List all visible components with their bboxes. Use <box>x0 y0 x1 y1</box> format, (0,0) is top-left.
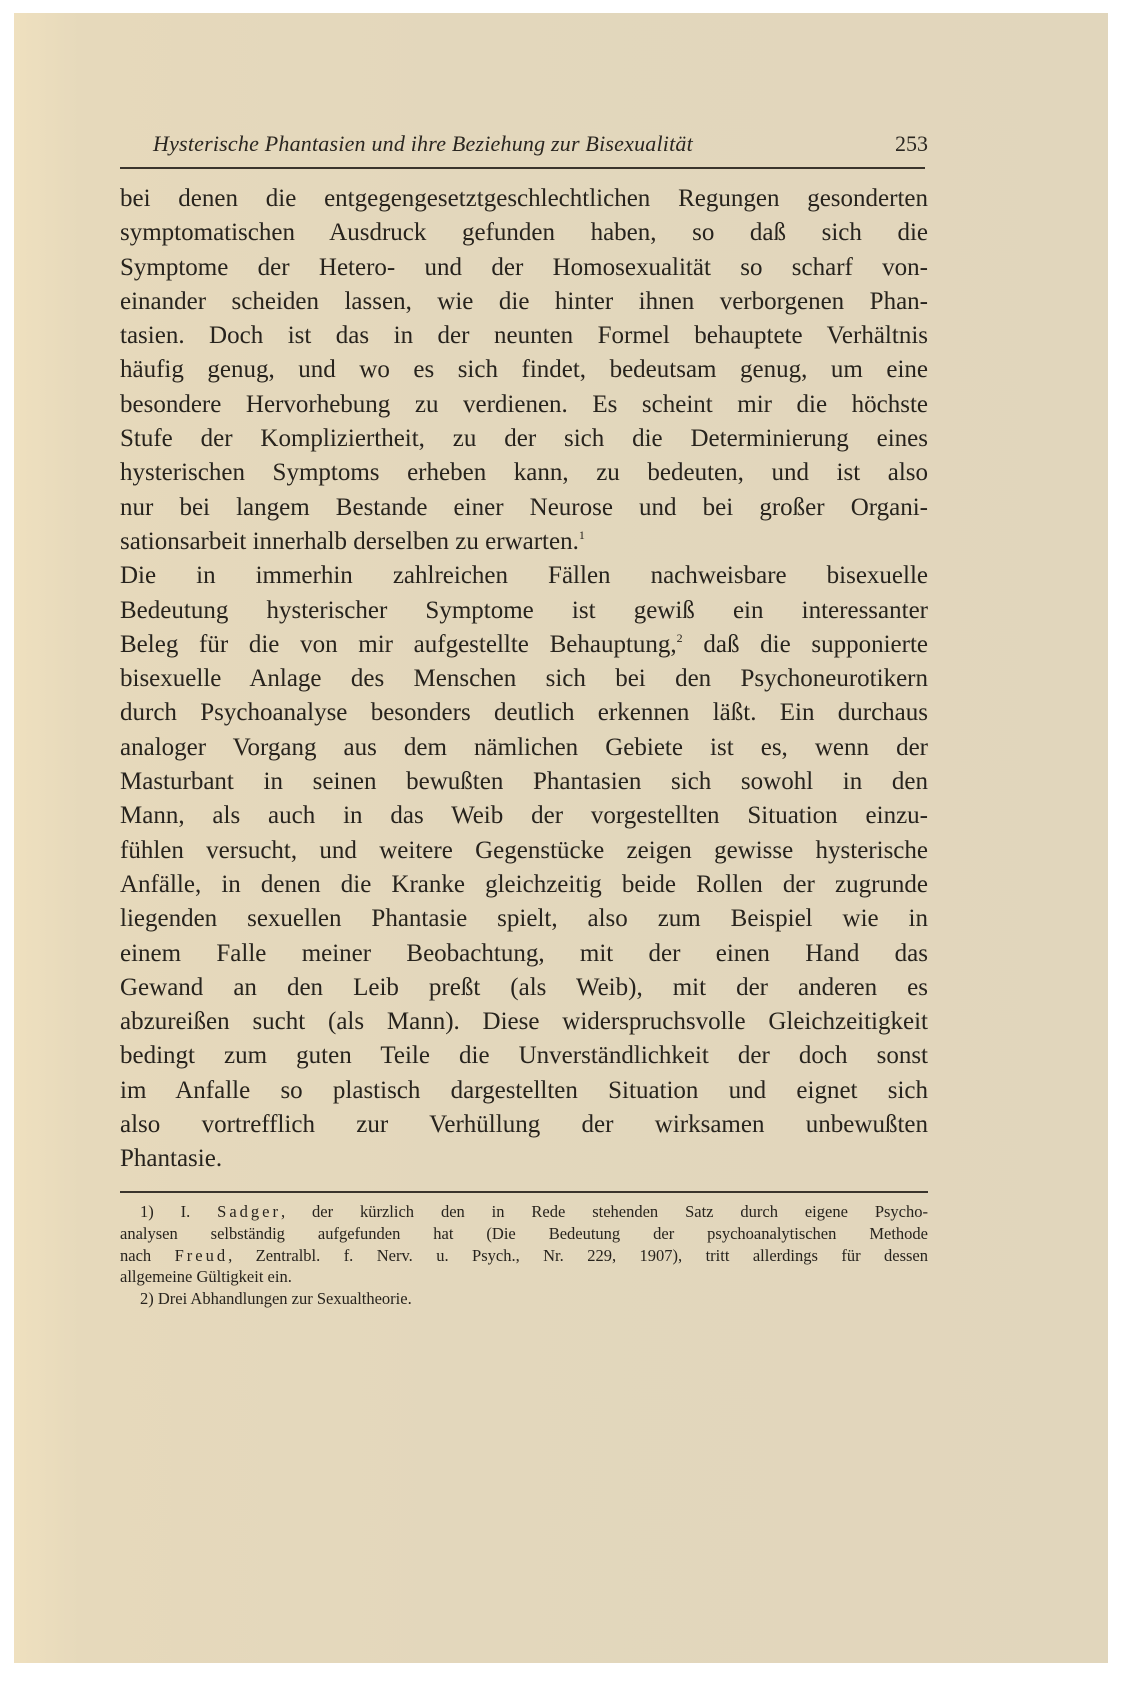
text-line: hysterischen Symptoms erheben kann, zu bedeuten, und ist also <box>120 459 928 487</box>
text-line: bisexuelle Anlage des Menschen sich bei den Psychoneurotikern <box>120 665 928 693</box>
footnotes <box>120 1201 928 1310</box>
page-header <box>143 131 928 161</box>
text-line: symptomatischen Ausdruck gefunden haben, so daß sich die <box>120 219 928 247</box>
footnote-ref-1[interactable]: 1 <box>578 527 585 542</box>
text-line: Anfälle, in denen die Kranke gleichzeitig beide Rollen der zugrunde <box>120 870 928 898</box>
footnote-1-line: allgemeine Gültigkeit ein. <box>120 1267 292 1287</box>
text-line: Symptome der Hetero- und der Homosexualität so scharf von- <box>120 253 928 281</box>
text-line-content: Die in immerhin zahlreichen Fällen nachweisbare bisexuelle <box>120 562 928 590</box>
text-line: Gewand an den Leib preßt (als Weib), mit der anderen es <box>120 973 928 1001</box>
footnote-ref-2[interactable]: 2 <box>676 630 683 645</box>
footnote-2: 2) Drei Abhandlungen zur Sexualtheorie. <box>140 1289 412 1309</box>
footnote-1-marker: 1) I. <box>140 1202 191 1221</box>
text-line: Bedeutung hysterischer Symptome ist gewiß ein interessanter <box>120 596 928 624</box>
text-line: analoger Vorgang aus dem nämlichen Gebiete ist es, wenn der <box>120 733 928 761</box>
page-number: 253 <box>895 131 928 156</box>
text-line <box>120 525 928 559</box>
running-title: Hysterische Phantasien und ihre Beziehung zur Bisexualität <box>153 131 693 156</box>
text-line: nur bei langem Bestande einer Neurose und bei großer Organi- <box>120 493 928 521</box>
paragraph-start <box>120 559 928 593</box>
text-line: also vortrefflich zur Verhüllung der wirksamen unbewußten <box>120 1111 928 1139</box>
text-line: durch Psychoanalyse besonders deutlich erkennen läßt. Ein durchaus <box>120 699 928 727</box>
text-line: fühlen versucht, und weitere Gegenstücke zeigen gewisse hysterische <box>120 836 928 864</box>
footnote-1 <box>120 1201 928 1223</box>
text-line: tasien. Doch ist das in der neunten Formel behauptete Verhältnis <box>120 322 928 350</box>
text-line: Stufe der Kompliziertheit, zu der sich die Determinierung eines <box>120 425 928 453</box>
text-line-content: daß die supponierte <box>682 630 929 658</box>
text-line <box>120 628 928 662</box>
body-text <box>120 182 928 1177</box>
text-line: Phantasie. <box>120 1145 223 1173</box>
footnote-1-line: analysen selbständig aufgefunden hat (Die Bedeutung der psychoanalytischen Methode <box>120 1223 928 1243</box>
footnote-1-text: , Zentralbl. f. Nerv. u. Psych., Nr. 229, 1907), tritt allerdings für dessen <box>228 1245 929 1265</box>
footnote-1-text: , der kürzlich den in Rede stehenden Satz durch eigene Psycho- <box>281 1202 928 1221</box>
text-line: häufig genug, und wo es sich findet, bedeutsam genug, um eine <box>120 356 928 384</box>
footnote-1-line <box>120 1245 928 1267</box>
text-line: bei denen die entgegengesetztgeschlechtlichen Regungen gesonderten <box>120 185 928 212</box>
footnote-rule <box>120 1191 928 1193</box>
text-line: einem Falle meiner Beobachtung, mit der einen Hand das <box>120 939 928 967</box>
text-line-content: Beleg für die von mir aufgestellte Behauptung, <box>120 630 677 658</box>
text-line-content: sationsarbeit innerhalb derselben zu erwarten. <box>120 527 579 555</box>
text-line: Mann, als auch in das Weib der vorgestellten Situation einzu- <box>120 802 928 830</box>
text-line: besondere Hervorhebung zu verdienen. Es scheint mir die höchste <box>120 390 928 418</box>
text-line: abzureißen sucht (als Mann). Diese widerspruchsvolle Gleichzeitigkeit <box>120 1008 928 1036</box>
footnote-1-text: nach <box>120 1245 152 1265</box>
text-line: Masturbant in seinen bewußten Phantasien sich sowohl in den <box>120 768 928 796</box>
text-line: liegenden sexuellen Phantasie spielt, also zum Beispiel wie in <box>120 905 928 933</box>
header-rule <box>120 167 925 169</box>
text-line: im Anfalle so plastisch dargestellten Situation und eignet sich <box>120 1076 928 1104</box>
footnote-1-name: Freud <box>174 1245 229 1265</box>
text-line: bedingt zum guten Teile die Unverständlichkeit der doch sonst <box>120 1042 928 1070</box>
text-line: einander scheiden lassen, wie die hinter ihnen verborgenen Phan- <box>120 287 928 315</box>
footnote-1-author: Sadger <box>217 1202 281 1221</box>
